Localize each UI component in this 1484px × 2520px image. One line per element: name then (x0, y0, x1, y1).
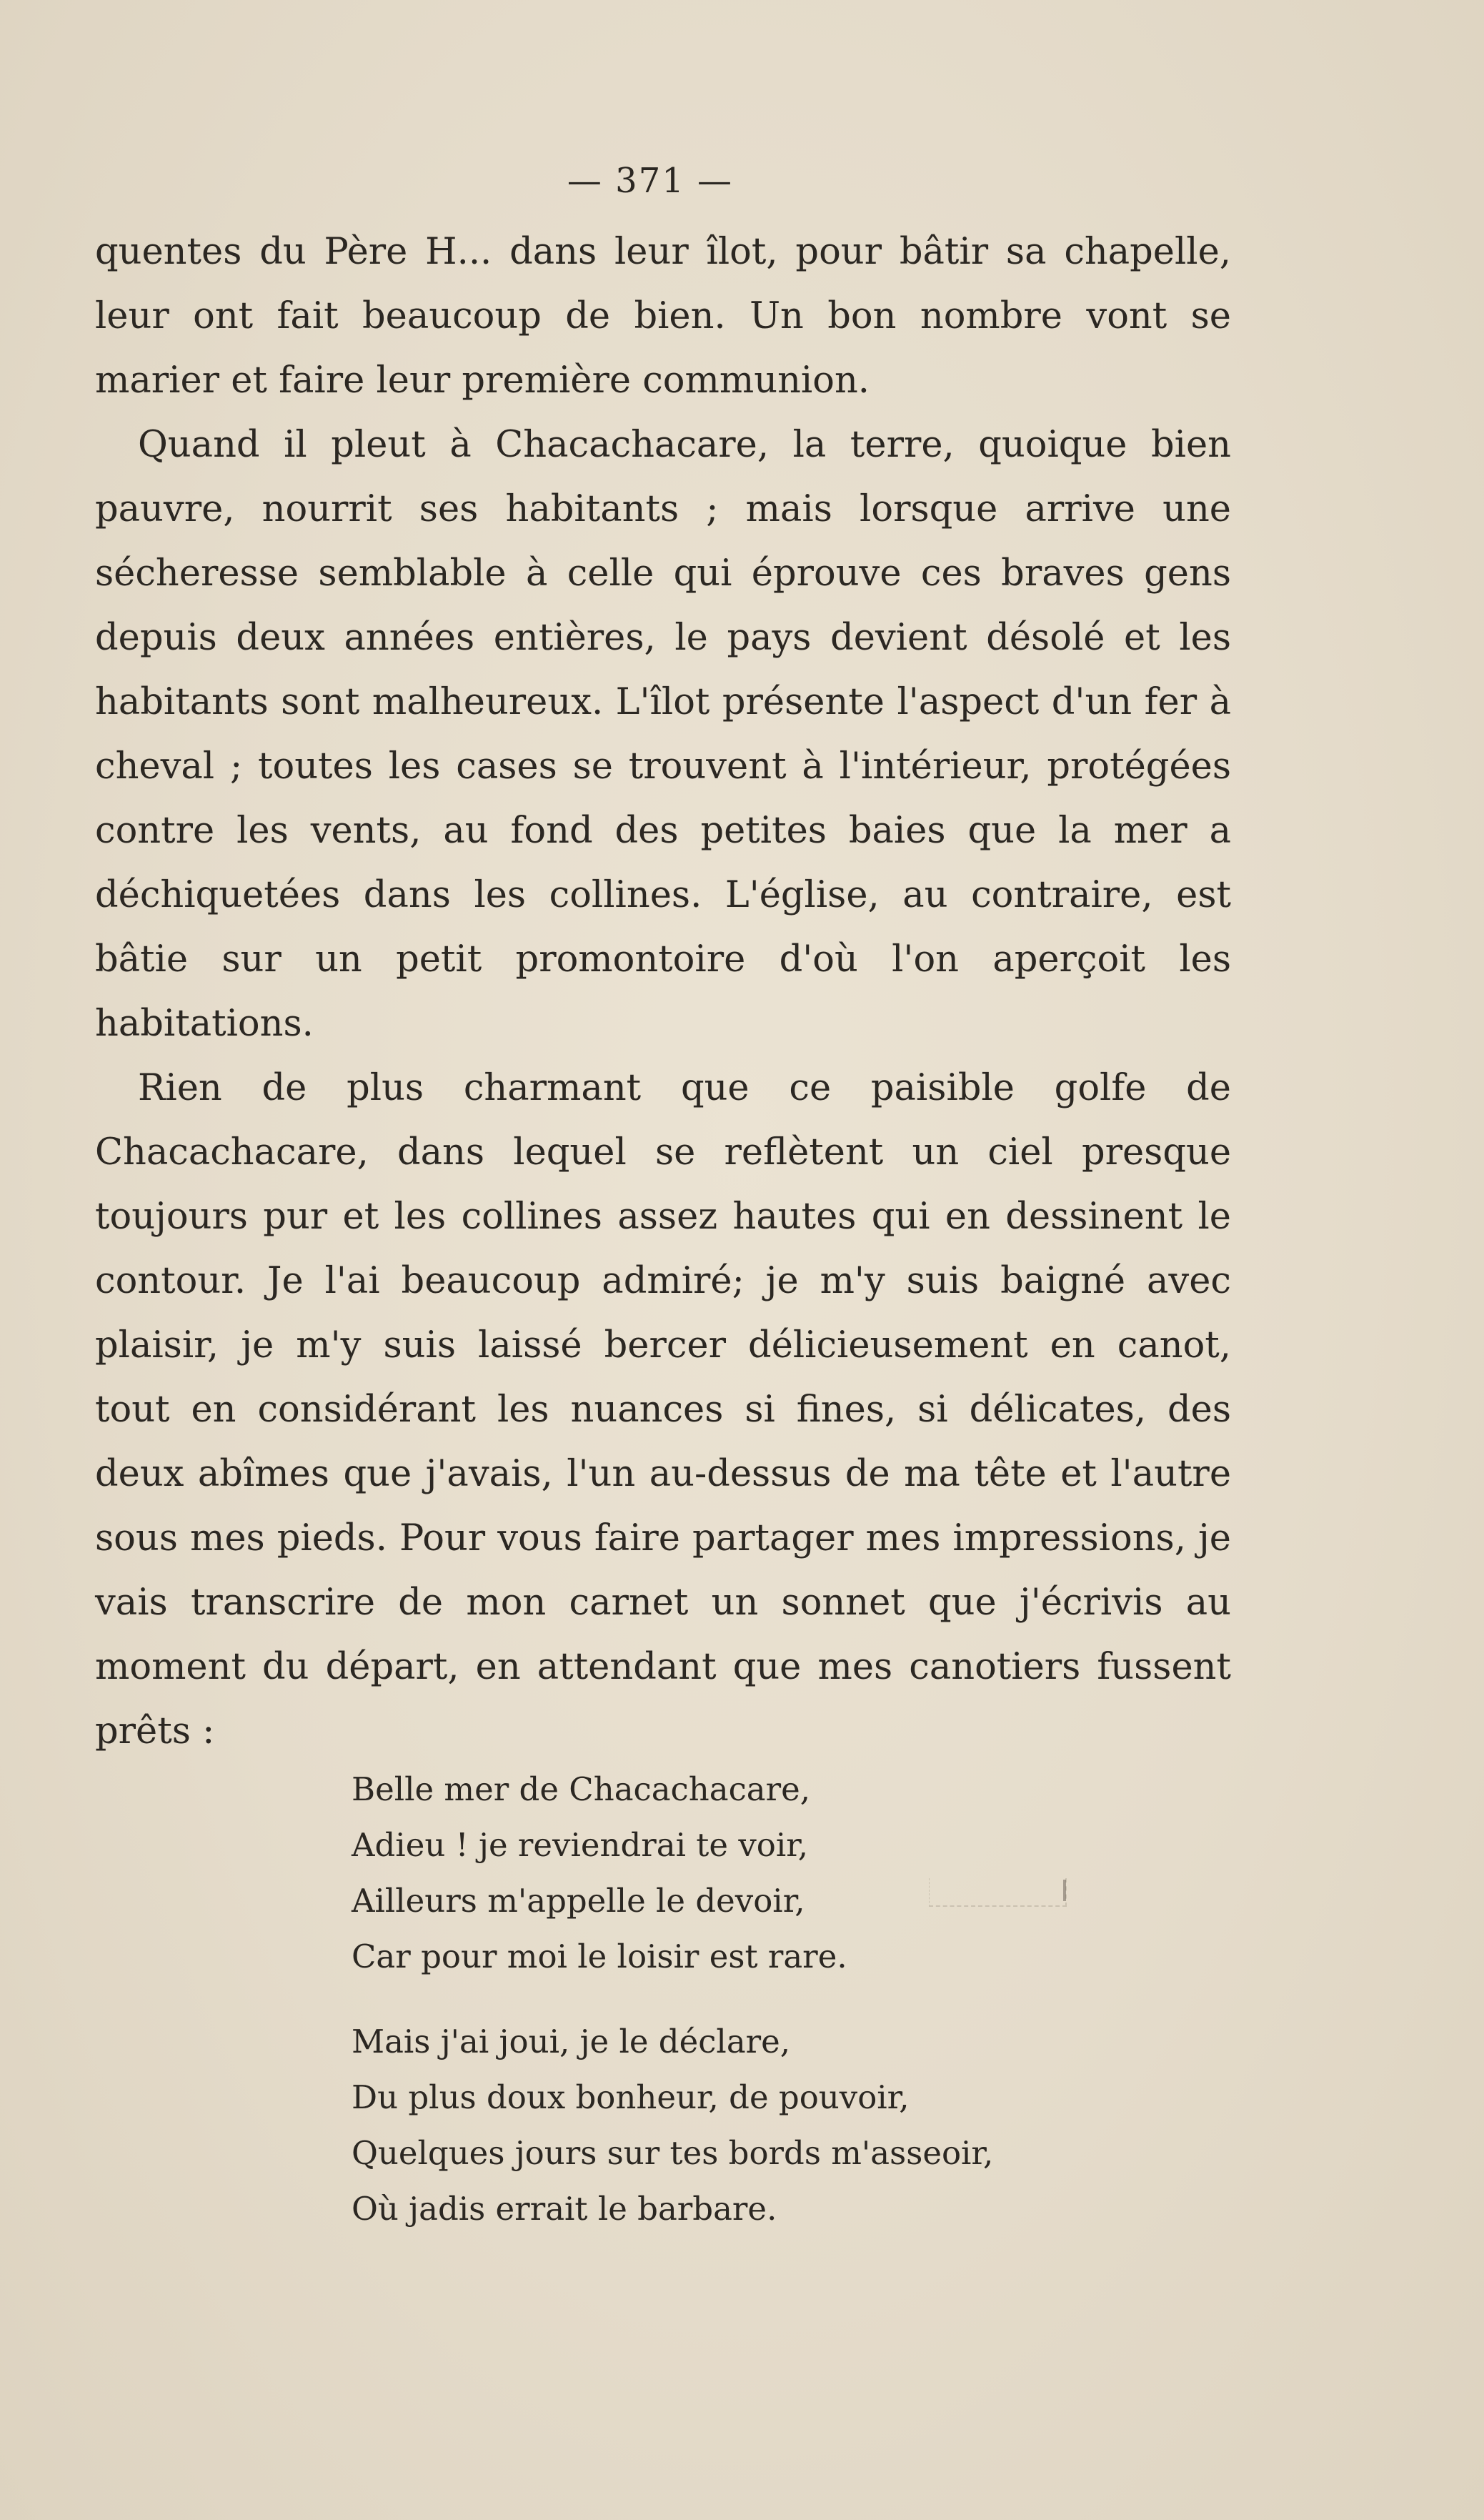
paragraph: quentes du Père H... dans leur îlot, pour bâtir sa chapelle, leur ont fait beaucoup de bien. Un bon nombre vont se marier et faire leur première communion. (95, 231, 1231, 402)
paragraph: Rien de plus charmant que ce paisible golfe de Chacachacare, dans lequel se reflètent un ciel presque toujours pur et les collines assez hautes qui en dessinent le contour. Je l'ai beaucoup admiré; je m'y suis baigné avec plaisir, je m'y suis laissé bercer délicieusement en canot, tout en considérant les nuances si fines, si délicates, des deux abîmes que j'avais, l'un au-dessus de ma tête et l'autre sous mes pieds. Pour vous faire partager mes impressions, je vais transcrire de mon carnet un sonnet que j'écrivis au moment du départ, en attendant que mes canotiers fussent prêts : (95, 1067, 1231, 1752)
faint-stamp-mark (929, 1878, 1067, 1907)
faint-stamp-tick (1063, 1880, 1066, 1901)
poem-stanza-2 (352, 2014, 1137, 2237)
poem-verse: Où jadis errait le barbare. (352, 2190, 777, 2228)
page-number: — 371 — (567, 161, 734, 201)
poem-verse: Car pour moi le loisir est rare. (352, 1938, 847, 1975)
poem-verse: Quelques jours sur tes bords m'asseoir, (352, 2134, 994, 2172)
poem-verse: Ailleurs m'appelle le devoir, (352, 1882, 805, 1920)
poem-stanza-1 (352, 1762, 1137, 1985)
poem-verse: Du plus doux bonheur, de pouvoir, (352, 2078, 910, 2116)
poem-verse: Belle mer de Chacachacare, (352, 1770, 811, 1808)
body-text (95, 220, 1231, 1764)
poem-verse: Adieu ! je reviendrai te voir, (352, 1826, 809, 1864)
paragraph: Quand il pleut à Chacachacare, la terre, quoique bien pauvre, nourrit ses habitants ; mais lorsque arrive une sécheresse semblable à celle qui éprouve ces braves gens depuis deux années entières, le pays devient désolé et les habitants sont malheureux. L'îlot présente l'aspect d'un fer à cheval ; toutes les cases se trouvent à l'intérieur, protégées contre les vents, au fond des petites baies que la mer a déchiquetées dans les collines. L'église, au contraire, est bâtie sur un petit promontoire d'où l'on aperçoit les habitations. (95, 424, 1231, 1045)
poem-verse: Mais j'ai joui, je le déclare, (352, 2023, 791, 2060)
